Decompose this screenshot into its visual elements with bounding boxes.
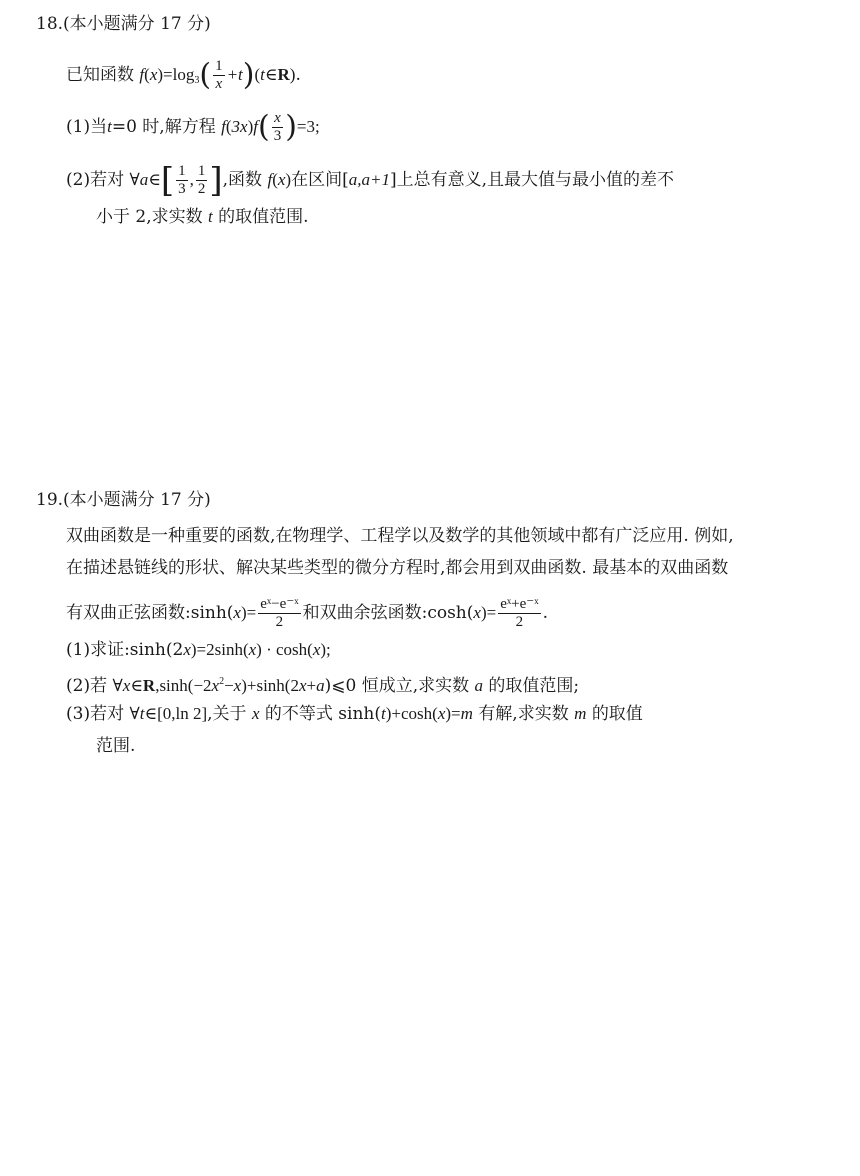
fraction: $\frac{1}{3}$ <box>178 163 186 197</box>
part-3-continued: 范围. <box>96 736 136 756</box>
part-1: (1)求证:sinh(2x)=2sinh(x) · cosh(x); <box>66 640 331 660</box>
fraction: $\frac{\text{eˣ−e⁻ˣ}}{2}$ <box>260 596 299 630</box>
fraction: $\frac{1}{x}$ <box>215 58 223 92</box>
problem-score: (本小题满分 17 分) <box>63 14 211 34</box>
problem-score: (本小题满分 17 分) <box>63 490 211 510</box>
problem-stem: 已知函数 f(x)=log3( $\frac{1}{x}$ +t)(t∈R). <box>66 57 301 93</box>
problem-heading <box>36 488 211 512</box>
fraction: $\frac{1}{2}$ <box>197 163 206 197</box>
problem-heading <box>36 12 211 36</box>
fraction: $\frac{\text{eˣ+e⁻ˣ}}{2}$ <box>500 596 539 630</box>
part-3: (3)若对 ∀t∈[0,ln 2],关于 x 的不等式 sinh(t)+cosh(x)=m 有解,求实数 m 的取值 <box>66 704 643 724</box>
intro-line: 双曲函数是一种重要的函数,在物理学、工程学以及数学的其他领域中都有广泛应用. 例如, <box>66 526 734 546</box>
part-2: (2)若对 ∀a∈[ $\frac{1}{3}$ , $\frac{1}{2}$ ],函数 f(x)在区间[a,a+1]上总有意义,且最大值与最小值的差不 <box>66 160 674 201</box>
fraction: $\frac{x}{3}$ <box>273 110 282 144</box>
definition-line: 有双曲正弦函数:sinh(x)= $\frac{\text{eˣ−e⁻ˣ}}{2}$ 和双曲余弦函数:cosh(x)= $\frac{\text{eˣ+e⁻ˣ}}{2}$ . <box>66 596 548 630</box>
part-1: (1)当t=0 时,解方程 f(3x)f( $\frac{x}{3}$ )=3; <box>66 109 320 145</box>
problem-number: 18. <box>36 14 64 34</box>
intro-line: 在描述悬链线的形状、解决某些类型的微分方程时,都会用到双曲函数. 最基本的双曲函数 <box>66 558 729 578</box>
part-2: (2)若 $\forall x\in R,\sinh(-2x^2-x)+\sinh(2x+a)⩽0$ 恒成立,求实数 a 的取值范围; <box>66 676 580 696</box>
part-2-continued: 小于 2,求实数 t 的取值范围. <box>96 207 309 227</box>
problem-number: 19. <box>36 490 64 510</box>
